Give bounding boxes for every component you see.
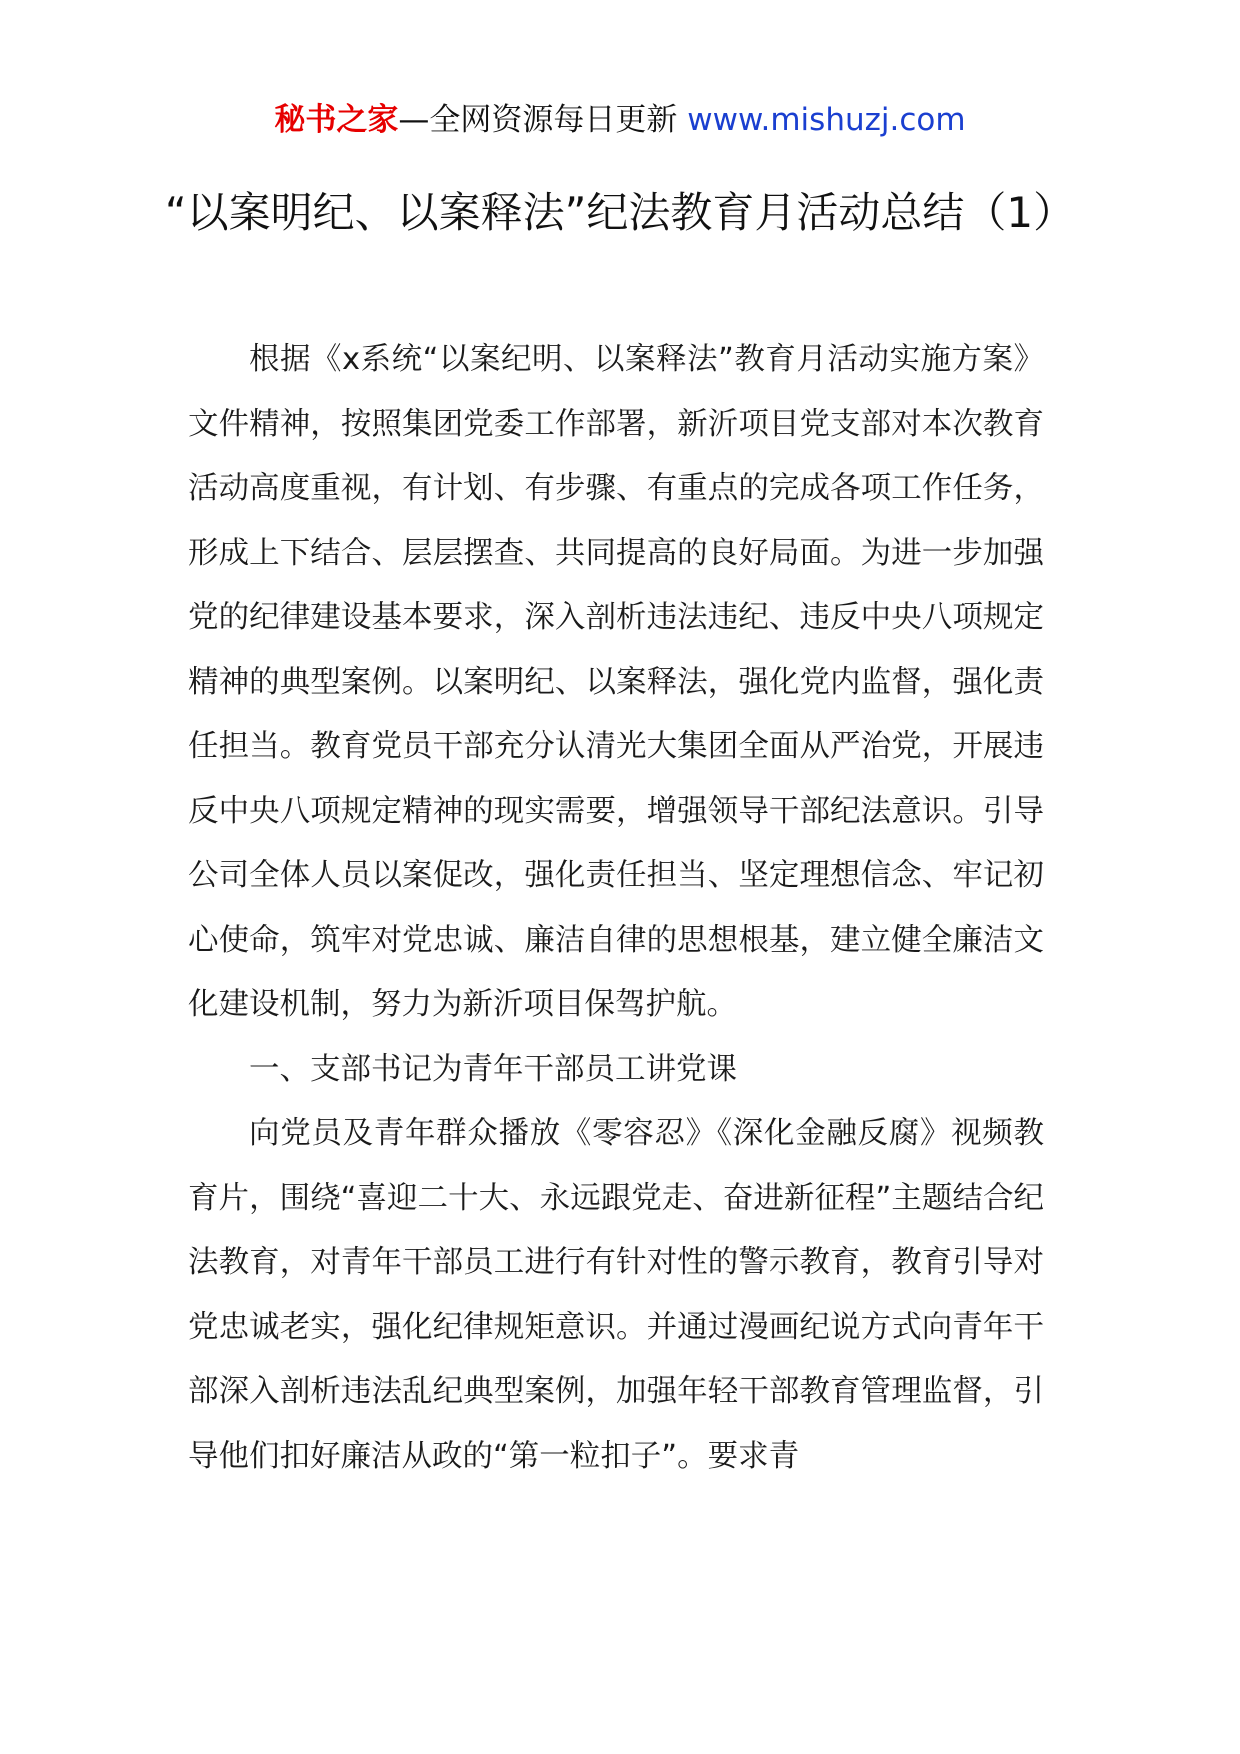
document-title: “以案明纪、以案释法”纪法教育月活动总结（1） bbox=[164, 188, 1076, 237]
document-body bbox=[188, 328, 1044, 1489]
site-url-link[interactable]: www.mishuzj.com bbox=[687, 102, 966, 138]
body-paragraph: 根据《x系统“以案纪明、以案释法”教育月活动实施方案》文件精神，按照集团党委工作部署，新沂项目党支部对本次教育活动高度重视，有计划、有步骤、有重点的完成各项工作任务，形成上下结合、层层摆查、共同提高的良好局面。为进一步加强党的纪律建设基本要求，深入剖析违法违纪、违反中央八项规定精神的典型案例。以案明纪、以案释法，强化党内监督，强化责任担当。教育党员干部充分认清光大集团全面从严治党，开展违反中央八项规定精神的现实需要，增强领导干部纪法意识。引导公司全体人员以案促改，强化责任担当、坚定理想信念、牢记初心使命，筑牢对党忠诚、廉洁自律的思想根基，建立健全廉洁文化建设机制，努力为新沂项目保驾护航。 bbox=[188, 342, 1044, 1022]
banner-slogan: —全网资源每日更新 bbox=[398, 102, 688, 138]
brand-name: 秘书之家 bbox=[274, 102, 399, 138]
site-banner bbox=[0, 100, 1240, 140]
section-heading: 一、支部书记为青年干部员工讲党课 bbox=[249, 1051, 737, 1087]
body-paragraph: 向党员及青年群众播放《零容忍》《深化金融反腐》视频教育片，围绕“喜迎二十大、永远跟党走、奋进新征程”主题结合纪法教育，对青年干部员工进行有针对性的警示教育，教育引导对党忠诚老实，强化纪律规矩意识。并通过漫画纪说方式向青年干部深入剖析违法乱纪典型案例，加强年轻干部教育管理监督，引导他们扣好廉洁从政的“第一粒扣子”。要求青 bbox=[188, 1116, 1044, 1474]
